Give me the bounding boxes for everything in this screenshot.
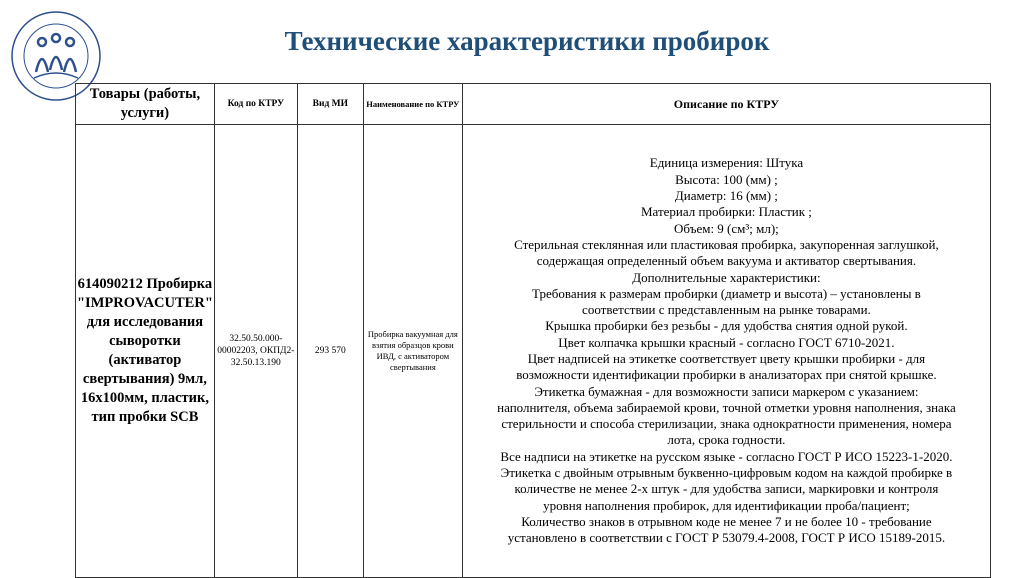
page-title: Технические характеристики пробирок	[284, 26, 770, 56]
description-line: лота, срока годности.	[667, 432, 786, 448]
cell-ktru-code: 32.50.50.000-00002203, ОКПД2-32.50.13.190	[214, 125, 297, 578]
description-line: Требования к размерам пробирки (диаметр и высота) – установлены в	[532, 285, 921, 301]
description-line: Цвет надписей на этикетке соответствует цвету крышки пробирки - для	[527, 351, 926, 366]
cell-description	[462, 125, 990, 578]
header-ktru-name: Наименование по КТРУ	[363, 84, 462, 125]
description-line: количестве не менее 2-х штук - для удобства записи, маркировки и контроля	[514, 481, 939, 497]
description-line: уровня наполнения пробирок, для идентификации проба/пациент;	[543, 497, 910, 513]
description-line: возможности идентификации пробирки в анализаторах при снятой крышке.	[516, 367, 937, 383]
description-line: Этикетка бумажная - для возможности записи маркером с указанием:	[534, 383, 919, 399]
description-line: Дополнительные характеристики:	[632, 269, 821, 285]
description-line: наполнителя, объема забираемой крови, точной отметки уровня наполнения, знака	[497, 399, 956, 415]
description-line: соответствии с представленным на рынке товарами.	[582, 302, 871, 318]
description-line: Крышка пробирки без резьбы - для удобства снятия одной рукой.	[545, 318, 908, 334]
description-line: содержащая определенный объем вакуума и активатор свертывания.	[536, 253, 917, 269]
header-mi-type: Вид МИ	[297, 84, 363, 125]
description-line: Объем: 9 (см³; мл);	[674, 220, 779, 236]
description-line: стерильности и способа стерилизации, знака однократности применения, номера	[501, 416, 952, 432]
specifications-table	[75, 83, 991, 578]
description-line: Диаметр: 16 (мм) ;	[674, 188, 778, 204]
description-line: установлено в соответствии с ГОСТ Р 53079.4-2008, ГОСТ Р ИСО 15189-2015.	[507, 530, 946, 546]
cell-product: 614090212 Пробирка "IMPROVACUTER" для исследования сыворотки (активатор свертывания) 9мл, 16х100мм, пластик, тип пробки SCB	[76, 125, 215, 578]
description-line: Цвет колпачка крышки красный - согласно ГОСТ 6710-2021.	[558, 334, 895, 350]
table-row	[76, 125, 991, 578]
description-line: Высота: 100 (мм) ;	[675, 171, 778, 187]
table-header-row	[76, 84, 991, 125]
description-line: Все надписи на этикетке на русском языке - согласно ГОСТ Р ИСО 15223-1-2020.	[500, 448, 953, 464]
cell-ktru-name: Пробирка вакуумная для взятия образцов крови ИВД, с активатором свертывания	[363, 125, 462, 578]
description-line: Этикетка с двойным отрывным буквенно-цифровым кодом на каждой пробирке в	[500, 465, 953, 481]
description-line: Стерильная стеклянная или пластиковая пробирка, закупоренная заглушкой,	[514, 236, 939, 252]
description-line: Единица измерения: Штука	[649, 155, 804, 171]
description-line: Материал пробирки: Пластик ;	[640, 204, 812, 220]
description-line: Количество знаков в отрывном коде не менее 7 и не более 10 - требование	[521, 513, 932, 529]
cell-mi-type: 293 570	[297, 125, 363, 578]
header-description: Описание по КТРУ	[462, 84, 990, 125]
header-goods: Товары (работы, услуги)	[76, 84, 215, 125]
header-ktru-code: Код по КТРУ	[214, 84, 297, 125]
